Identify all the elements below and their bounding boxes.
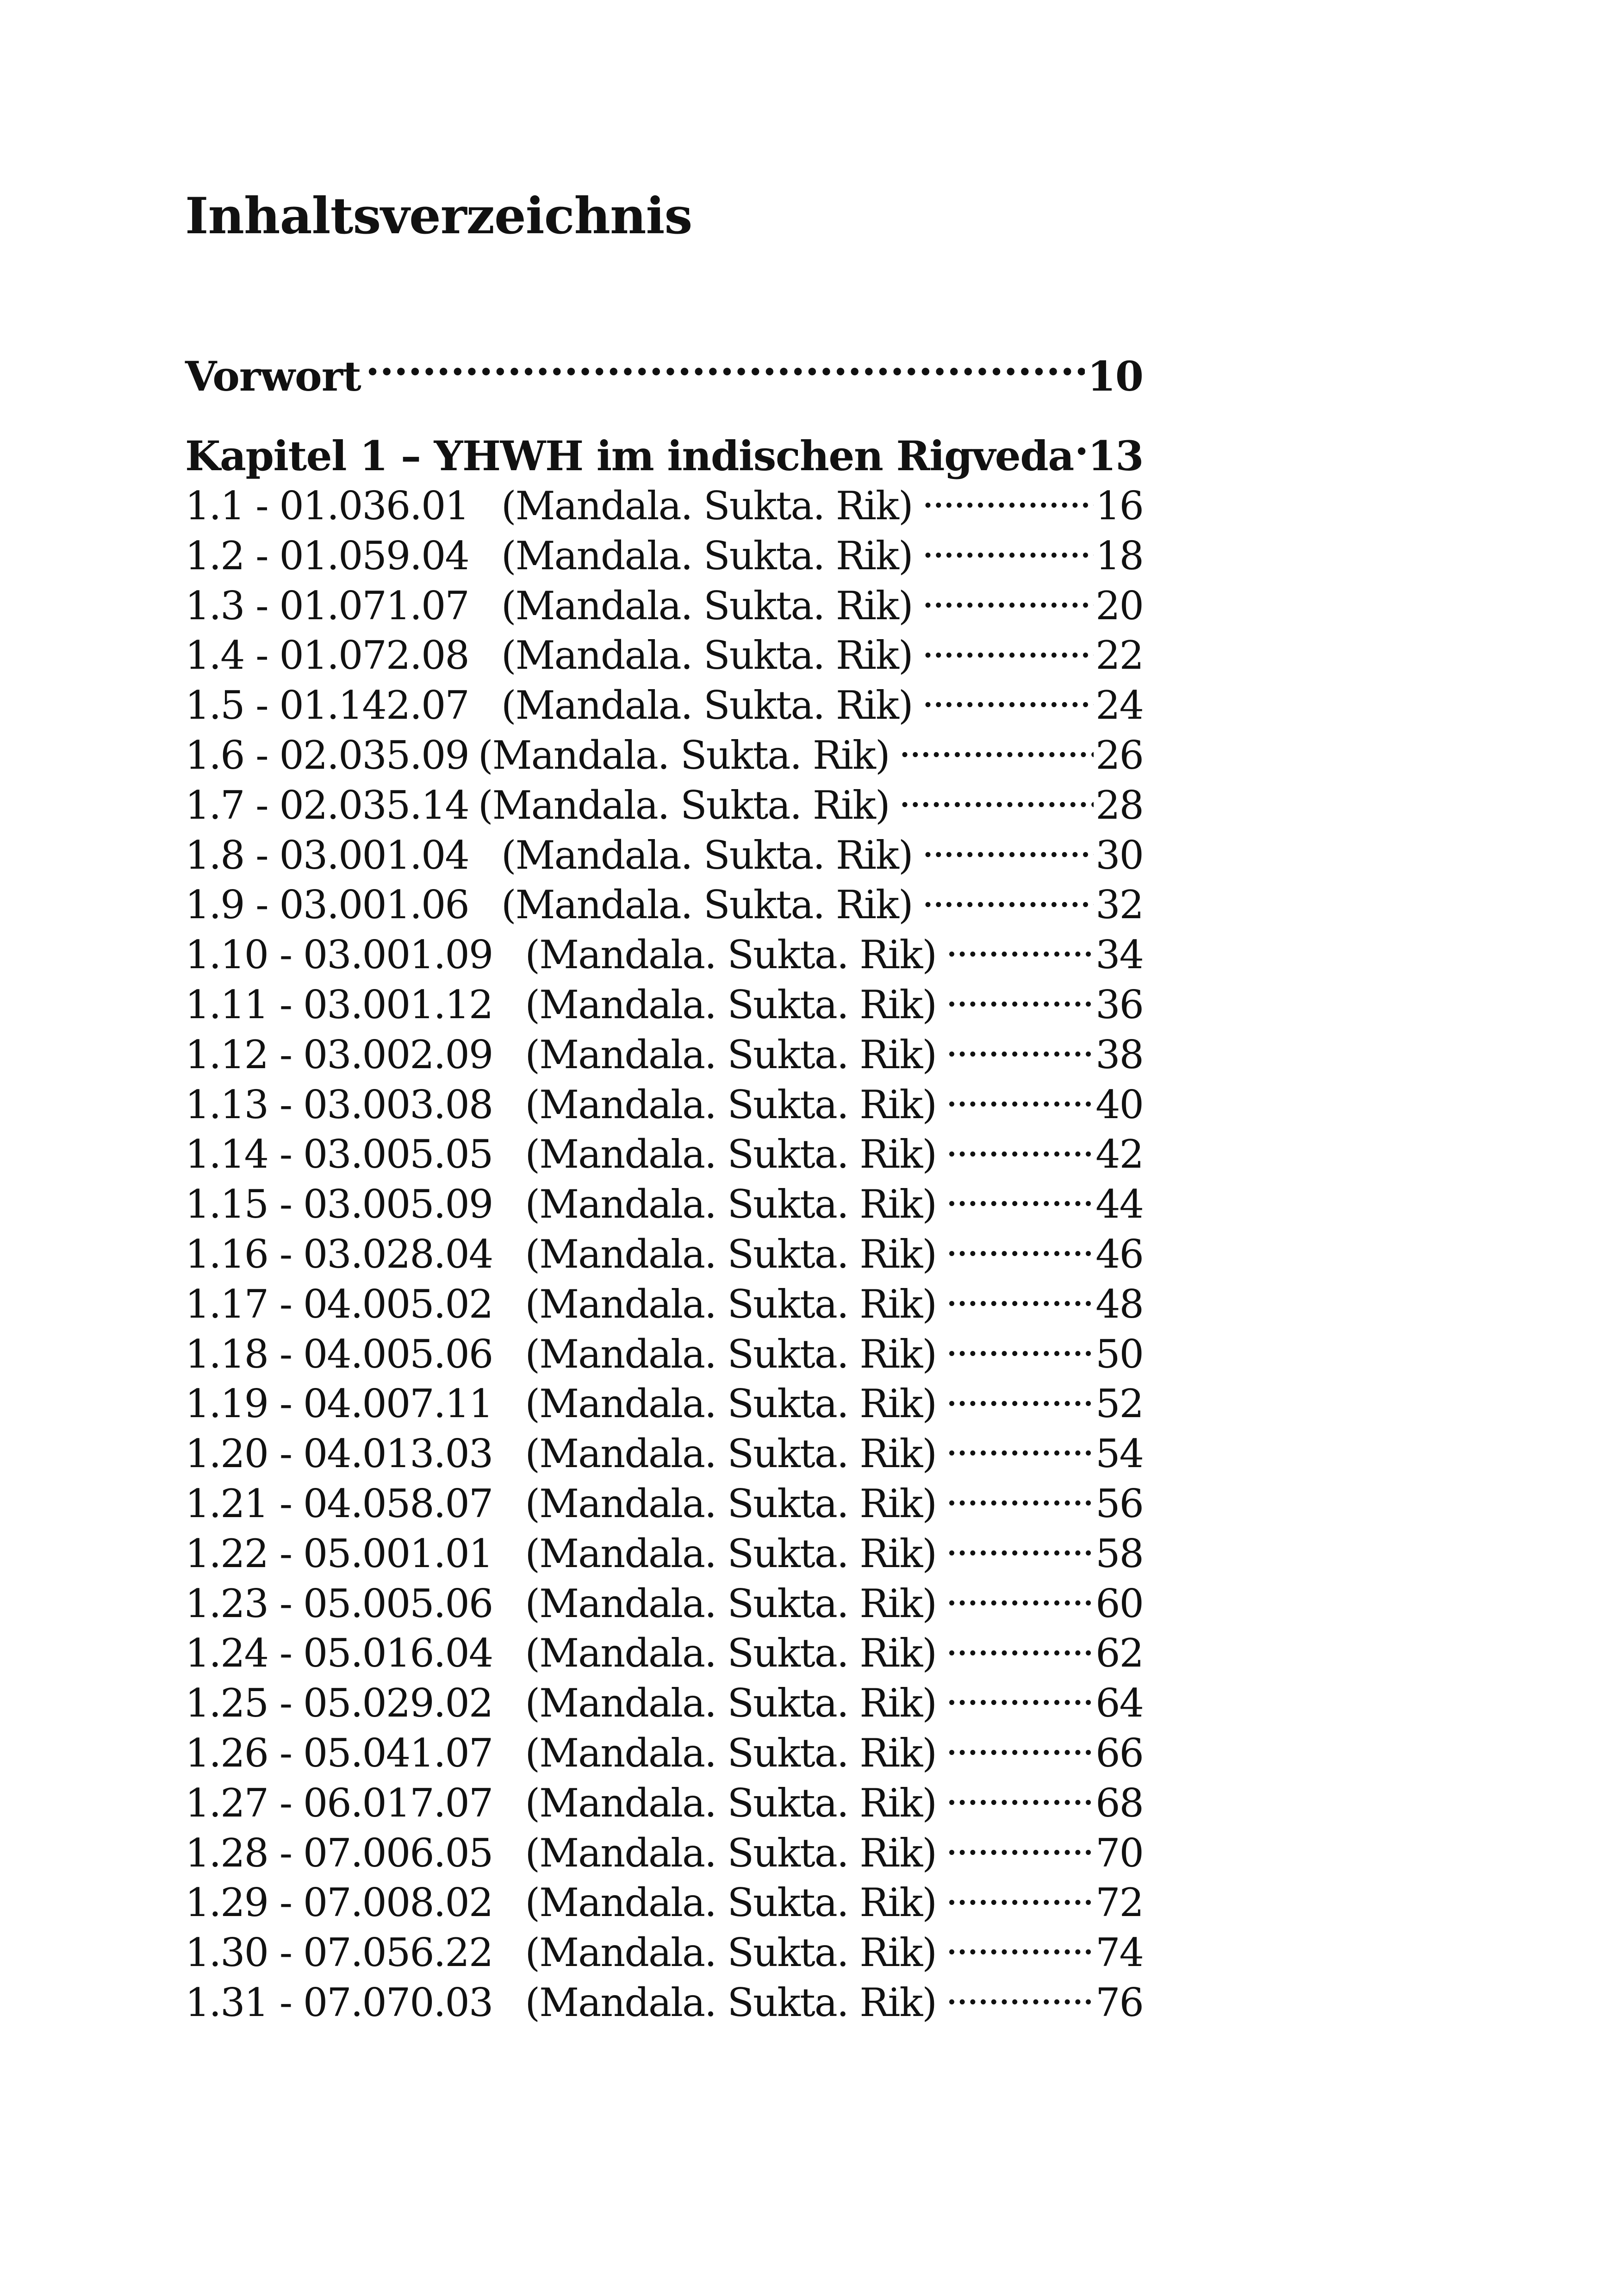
toc-entry-label: Kapitel 1 – YHWH im indischen Rigveda xyxy=(185,432,1074,480)
toc-entry-description: (Mandala. Sukta. Rik) xyxy=(525,1231,937,1277)
dot-leader xyxy=(946,1279,1094,1318)
dot-leader xyxy=(922,879,1094,918)
toc-entry-description: (Mandala. Sukta. Rik) xyxy=(525,1780,937,1826)
toc-entry-description: (Mandala. Sukta. Rik) xyxy=(501,882,913,928)
toc-page-number: 70 xyxy=(1095,1830,1143,1876)
toc-entry[interactable] xyxy=(185,830,1143,880)
toc-entry-description: (Mandala. Sukta. Rik) xyxy=(525,1930,937,1976)
dot-leader xyxy=(946,1179,1094,1218)
toc-entry-description: (Mandala. Sukta. Rik) xyxy=(525,1481,937,1526)
toc-entry-reference: 1.21 - 04.058.07 xyxy=(185,1481,493,1526)
page-title: Inhaltsverzeichnis xyxy=(185,187,692,245)
toc-entry-reference: 1.26 - 05.041.07 xyxy=(185,1730,493,1776)
toc-entry-description: (Mandala. Sukta. Rik) xyxy=(525,1880,937,1926)
toc-page-number: 34 xyxy=(1095,932,1143,978)
toc-entry-description: (Mandala. Sukta. Rik) xyxy=(501,683,913,728)
dot-leader xyxy=(946,979,1094,1018)
toc-entry-description: (Mandala. Sukta. Rik) xyxy=(501,583,913,628)
toc-entry-description: (Mandala. Sukta. Rik) xyxy=(525,1281,937,1327)
dot-leader xyxy=(922,480,1094,519)
toc-page-number: 24 xyxy=(1095,683,1143,728)
toc-entry[interactable] xyxy=(185,1329,1143,1379)
toc-entry-reference: 1.4 - 01.072.08 xyxy=(185,633,469,678)
toc-entry[interactable] xyxy=(185,879,1143,929)
toc-page-number: 56 xyxy=(1095,1481,1143,1526)
toc-entry-description: (Mandala. Sukta. Rik) xyxy=(501,533,913,579)
toc-entry[interactable] xyxy=(185,1229,1143,1279)
toc-entry-description: (Mandala. Sukta. Rik) xyxy=(525,1979,937,2025)
toc-entry[interactable] xyxy=(185,1828,1143,1878)
toc-entry[interactable] xyxy=(185,1628,1143,1678)
toc-entry-reference: 1.19 - 04.007.11 xyxy=(185,1381,493,1427)
toc-page-number: 74 xyxy=(1095,1930,1143,1976)
toc-entry-reference: 1.12 - 03.002.09 xyxy=(185,1032,493,1077)
toc-page-number: 50 xyxy=(1095,1331,1143,1377)
toc-entry-reference: 1.5 - 01.142.07 xyxy=(185,683,469,728)
toc-entry[interactable] xyxy=(185,979,1143,1029)
toc-page-number: 46 xyxy=(1095,1231,1143,1277)
dot-leader xyxy=(946,1828,1094,1867)
dot-leader xyxy=(946,1079,1094,1118)
toc-page-number: 52 xyxy=(1095,1381,1143,1427)
toc-entry-description: (Mandala. Sukta. Rik) xyxy=(525,982,937,1027)
toc-entry-description: (Mandala. Sukta. Rik) xyxy=(525,1730,937,1776)
toc-entry-description: (Mandala. Sukta. Rik) xyxy=(525,932,937,978)
toc-entry[interactable] xyxy=(185,730,1143,780)
toc-entry-reference: 1.13 - 03.003.08 xyxy=(185,1082,493,1127)
toc-page-number: 26 xyxy=(1095,732,1143,778)
toc-page-number: 32 xyxy=(1095,882,1143,928)
toc-entry-description: (Mandala. Sukta. Rik) xyxy=(525,1431,937,1477)
dot-leader xyxy=(946,929,1094,968)
toc-entry-reference: 1.3 - 01.071.07 xyxy=(185,583,469,628)
toc-entry[interactable] xyxy=(185,780,1143,830)
toc-entry-description: (Mandala. Sukta. Rik) xyxy=(525,1531,937,1576)
dot-leader xyxy=(946,1877,1094,1916)
toc-page-number: 13 xyxy=(1088,432,1143,480)
toc-entry-description: (Mandala. Sukta. Rik) xyxy=(478,782,890,828)
toc-entry[interactable] xyxy=(185,1877,1143,1927)
toc-page-number: 44 xyxy=(1095,1182,1143,1227)
dot-leader xyxy=(946,1478,1094,1517)
toc-entry-reference: 1.18 - 04.005.06 xyxy=(185,1331,493,1377)
toc-entry-reference: 1.15 - 03.005.09 xyxy=(185,1182,493,1227)
dot-leader xyxy=(946,1129,1094,1168)
toc-entry[interactable] xyxy=(185,1578,1143,1628)
dot-leader xyxy=(946,1528,1094,1567)
toc-page-number: 66 xyxy=(1095,1730,1143,1776)
toc-entry-description: (Mandala. Sukta. Rik) xyxy=(525,1331,937,1377)
toc-entry[interactable] xyxy=(185,1378,1143,1428)
toc-page-number: 22 xyxy=(1095,633,1143,678)
toc-page-number: 20 xyxy=(1095,583,1143,628)
dot-leader xyxy=(946,1977,1094,2016)
toc-entry-description: (Mandala. Sukta. Rik) xyxy=(525,1082,937,1127)
toc-entry-reference: 1.16 - 03.028.04 xyxy=(185,1231,493,1277)
dot-leader xyxy=(946,1628,1094,1667)
toc-entry-reference: 1.27 - 06.017.07 xyxy=(185,1780,493,1826)
toc-entry-reference: 1.25 - 05.029.02 xyxy=(185,1680,493,1726)
dot-leader xyxy=(922,580,1094,619)
toc-entry-reference: 1.17 - 04.005.02 xyxy=(185,1281,493,1327)
dot-leader xyxy=(899,780,1094,819)
toc-entry-reference: 1.11 - 03.001.12 xyxy=(185,982,493,1027)
toc-entry-chapter-1[interactable] xyxy=(185,426,1143,486)
toc-page-number: 72 xyxy=(1095,1880,1143,1926)
dot-leader xyxy=(922,630,1094,669)
toc-entry-description: (Mandala. Sukta. Rik) xyxy=(501,832,913,878)
toc-entry-reference: 1.31 - 07.070.03 xyxy=(185,1979,493,2025)
toc-entry-reference: 1.29 - 07.008.02 xyxy=(185,1880,493,1926)
toc-page-number: 36 xyxy=(1095,982,1143,1027)
toc-entry-description: (Mandala. Sukta. Rik) xyxy=(525,1630,937,1676)
toc-page-number: 62 xyxy=(1095,1630,1143,1676)
toc-entry-description: (Mandala. Sukta. Rik) xyxy=(525,1182,937,1227)
toc-page-number: 48 xyxy=(1095,1281,1143,1327)
toc-entry-reference: 1.10 - 03.001.09 xyxy=(185,932,493,978)
toc-entry-description: (Mandala. Sukta. Rik) xyxy=(525,1132,937,1177)
toc-page-number: 40 xyxy=(1095,1082,1143,1127)
dot-leader xyxy=(922,530,1094,569)
toc-entry[interactable] xyxy=(185,929,1143,979)
toc-entry-description: (Mandala. Sukta. Rik) xyxy=(525,1830,937,1876)
toc-entry[interactable] xyxy=(185,1678,1143,1728)
toc-entry-reference: 1.9 - 03.001.06 xyxy=(185,882,469,928)
toc-page-number: 68 xyxy=(1095,1780,1143,1826)
toc-entry[interactable] xyxy=(185,1977,1143,2027)
toc-entry-reference: 1.28 - 07.006.05 xyxy=(185,1830,493,1876)
dot-leader xyxy=(366,350,1085,391)
toc-entry[interactable] xyxy=(185,1927,1143,1977)
toc-entry[interactable] xyxy=(185,580,1143,630)
toc-entry-reference: 1.8 - 03.001.04 xyxy=(185,832,469,878)
dot-leader xyxy=(946,1778,1094,1817)
toc-entry[interactable] xyxy=(185,1478,1143,1528)
toc-entry-description: (Mandala. Sukta. Rik) xyxy=(525,1580,937,1626)
toc-page-number: 10 xyxy=(1087,352,1143,400)
toc-page-number: 76 xyxy=(1095,1979,1143,2025)
toc-entry[interactable] xyxy=(185,530,1143,580)
toc-entry[interactable] xyxy=(185,1778,1143,1828)
toc-page-number: 28 xyxy=(1095,782,1143,828)
dot-leader xyxy=(946,1578,1094,1617)
toc-entry-reference: 1.14 - 03.005.05 xyxy=(185,1132,493,1177)
dot-leader xyxy=(946,1428,1094,1467)
dot-leader xyxy=(1075,429,1087,470)
toc-entry-description: (Mandala. Sukta. Rik) xyxy=(501,633,913,678)
toc-entry[interactable] xyxy=(185,680,1143,730)
toc-entry-foreword[interactable] xyxy=(185,346,1143,406)
toc-entry[interactable] xyxy=(185,1079,1143,1129)
toc-entry-reference: 1.20 - 04.013.03 xyxy=(185,1431,493,1477)
toc-page-number: 54 xyxy=(1095,1431,1143,1477)
dot-leader xyxy=(946,1329,1094,1368)
toc-page-number: 64 xyxy=(1095,1680,1143,1726)
toc-entry[interactable] xyxy=(185,1179,1143,1229)
toc-page-number: 42 xyxy=(1095,1132,1143,1177)
dot-leader xyxy=(946,1378,1094,1417)
toc-entry[interactable] xyxy=(185,1129,1143,1179)
toc-entry[interactable] xyxy=(185,1029,1143,1079)
toc-entry[interactable] xyxy=(185,1428,1143,1478)
dot-leader xyxy=(922,830,1094,869)
dot-leader xyxy=(946,1728,1094,1767)
dot-leader xyxy=(899,730,1094,769)
toc-entry-description: (Mandala. Sukta. Rik) xyxy=(525,1381,937,1427)
dot-leader xyxy=(922,680,1094,719)
dot-leader xyxy=(946,1678,1094,1717)
toc-entry-description: (Mandala. Sukta. Rik) xyxy=(525,1680,937,1726)
toc-entry-description: (Mandala. Sukta. Rik) xyxy=(525,1032,937,1077)
toc-page-number: 58 xyxy=(1095,1531,1143,1576)
toc-entry-label: Vorwort xyxy=(185,352,361,400)
toc-section-list xyxy=(185,480,1143,2027)
toc-entry[interactable] xyxy=(185,630,1143,680)
dot-leader xyxy=(946,1229,1094,1268)
toc-entry[interactable] xyxy=(185,1528,1143,1578)
toc-entry-description: (Mandala. Sukta. Rik) xyxy=(478,732,890,778)
dot-leader xyxy=(946,1029,1094,1068)
toc-entry-description: (Mandala. Sukta. Rik) xyxy=(501,483,913,529)
toc-entry-reference: 1.24 - 05.016.04 xyxy=(185,1630,493,1676)
toc-entry[interactable] xyxy=(185,1728,1143,1778)
toc-entry-reference: 1.1 - 01.036.01 xyxy=(185,483,469,529)
toc-entry-reference: 1.7 - 02.035.14 xyxy=(185,782,469,828)
toc-entry-reference: 1.6 - 02.035.09 xyxy=(185,732,469,778)
toc-page-number: 60 xyxy=(1095,1580,1143,1626)
toc-page-number: 18 xyxy=(1095,533,1143,579)
dot-leader xyxy=(946,1927,1094,1966)
toc-entry-reference: 1.2 - 01.059.04 xyxy=(185,533,469,579)
toc-page-number: 38 xyxy=(1095,1032,1143,1077)
toc-page-number: 16 xyxy=(1095,483,1143,529)
toc-entry[interactable] xyxy=(185,1279,1143,1329)
toc-entry-reference: 1.23 - 05.005.06 xyxy=(185,1580,493,1626)
toc-entry-reference: 1.30 - 07.056.22 xyxy=(185,1930,493,1976)
toc-page-number: 30 xyxy=(1095,832,1143,878)
toc-entry-reference: 1.22 - 05.001.01 xyxy=(185,1531,493,1576)
toc-entry[interactable] xyxy=(185,480,1143,530)
